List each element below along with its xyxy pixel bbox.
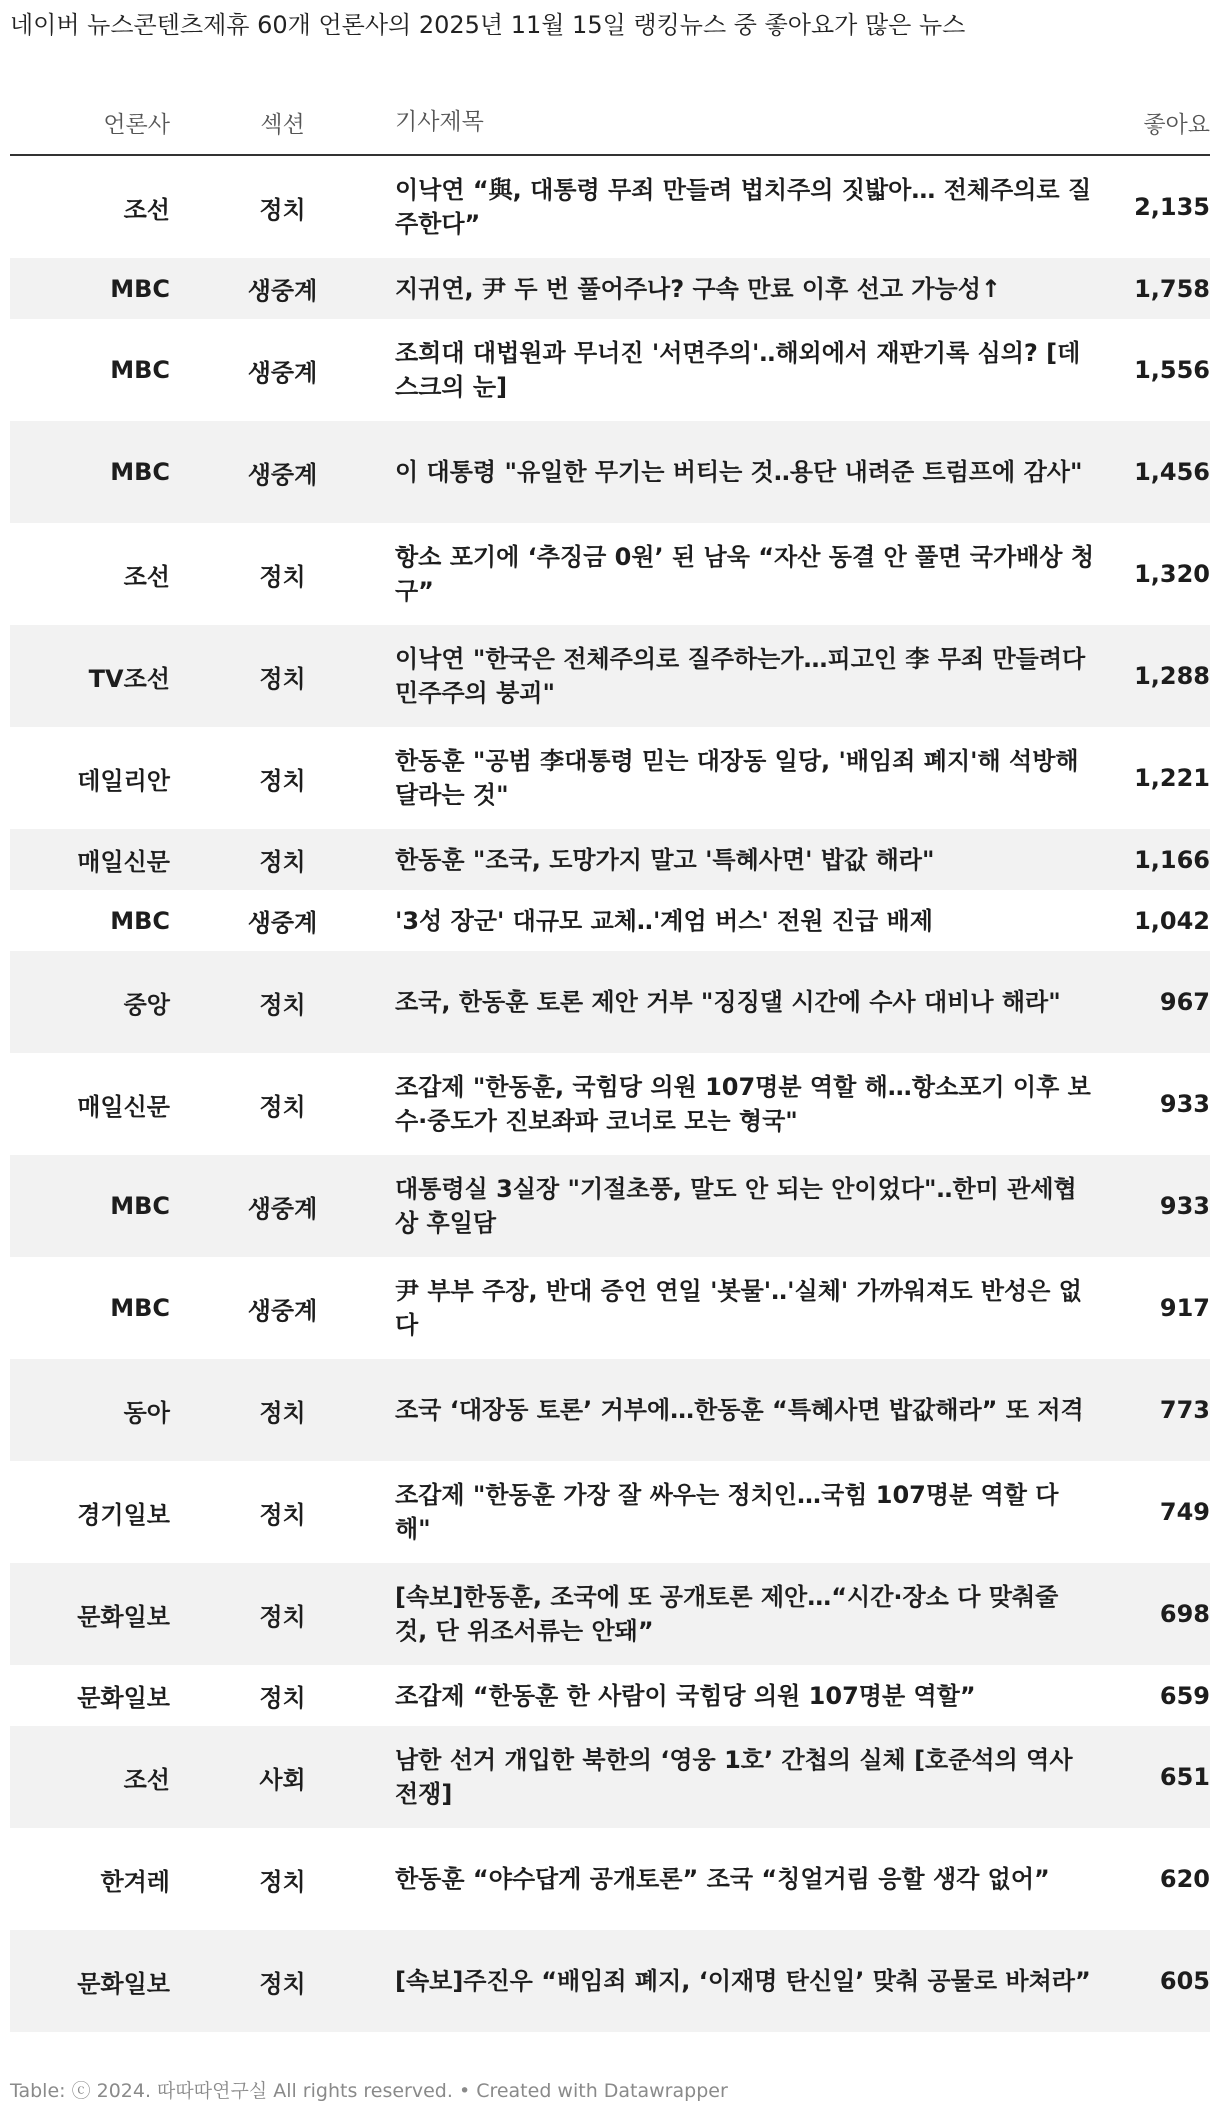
table-row xyxy=(10,1257,1210,1359)
headline-cell: 항소 포기에 ‘추징금 0원’ 된 남욱 “자산 동결 안 풀면 국가배상 청구” xyxy=(395,543,1095,605)
publisher-cell: 조선 xyxy=(10,1726,170,1828)
likes-cell: 1,166 xyxy=(1095,829,1210,890)
likes-cell: 933 xyxy=(1095,1155,1210,1257)
table-row xyxy=(10,625,1210,727)
likes-cell: 620 xyxy=(1159,1865,1210,1893)
section-cell: 정치 xyxy=(170,1930,395,2032)
table-row xyxy=(10,155,1210,258)
headline-cell: [속보]주진우 “배임죄 폐지, ‘이재명 탄신일’ 맞춰 공물로 바쳐라” xyxy=(395,1930,1095,2032)
publisher-cell: 중앙 xyxy=(10,951,170,1053)
publisher-cell: MBC xyxy=(10,1155,170,1257)
headline-cell: 한동훈 “야수답게 공개토론” 조국 “칭얼거림 응할 생각 없어” xyxy=(395,1865,1050,1893)
news-ranking-table xyxy=(10,90,1210,2032)
likes-cell: 749 xyxy=(1159,1498,1210,1526)
section-cell: 정치 xyxy=(259,1867,306,1896)
likes-cell: 605 xyxy=(1095,1930,1210,2032)
likes-cell: 651 xyxy=(1095,1726,1210,1828)
section-cell: 사회 xyxy=(170,1726,395,1828)
likes-cell: 1,042 xyxy=(1134,906,1210,935)
publisher-cell: 매일신문 xyxy=(10,829,170,890)
publisher-cell: MBC xyxy=(110,1294,170,1322)
table-body xyxy=(10,155,1210,2032)
headline-cell: 지귀연, 尹 두 번 풀어주나? 구속 만료 이후 선고 가능성↑ xyxy=(395,258,1095,319)
table-row xyxy=(10,1828,1210,1930)
column-header-likes[interactable]: 좋아요 xyxy=(1095,90,1210,155)
table-row xyxy=(10,1726,1210,1828)
section-cell: 생중계 xyxy=(170,1155,395,1257)
table-row xyxy=(10,1155,1210,1257)
likes-cell: 1,221 xyxy=(1134,764,1210,792)
section-cell: 정치 xyxy=(259,766,306,795)
section-cell: 정치 xyxy=(259,1092,306,1121)
section-cell: 생중계 xyxy=(247,358,318,387)
headline-cell: [속보]한동훈, 조국에 또 공개토론 제안…“시간·장소 다 맞춰줄 것, 단 위조서류는 안돼” xyxy=(395,1563,1095,1665)
publisher-cell: MBC xyxy=(110,906,170,935)
publisher-cell: MBC xyxy=(10,258,170,319)
headline-cell: 이 대통령 "유일한 무기는 버티는 것‥용단 내려준 트럼프에 감사" xyxy=(395,421,1095,523)
table-row xyxy=(10,1359,1210,1461)
table-footer-credit: Table: ⓒ 2024. 따따따연구실 All rights reserved. • Created with Datawrapper xyxy=(10,2080,728,2102)
section-cell: 생중계 xyxy=(247,909,318,937)
publisher-cell: 조선 xyxy=(123,195,170,224)
publisher-cell: MBC xyxy=(110,356,170,384)
likes-cell: 967 xyxy=(1095,951,1210,1053)
publisher-cell: 조선 xyxy=(123,562,170,591)
headline-cell: 조갑제 "한동훈, 국힘당 의원 107명분 역할 해…항소포기 이후 보수·중도가 진보좌파 코너로 모는 형국" xyxy=(395,1073,1091,1135)
headline-cell: 조희대 대법원과 무너진 '서면주의'‥해외에서 재판기록 심의? [데스크의 눈] xyxy=(395,339,1081,401)
headline-cell: 한동훈 "조국, 도망가지 말고 '특혜사면' 밥값 해라" xyxy=(395,829,1095,890)
headline-cell: 남한 선거 개입한 북한의 ‘영웅 1호’ 간첩의 실체 [호준석의 역사전쟁] xyxy=(395,1726,1095,1828)
table-row xyxy=(10,890,1210,951)
section-cell: 정치 xyxy=(170,625,395,727)
table-row xyxy=(10,258,1210,319)
table-row xyxy=(10,1665,1210,1726)
section-cell: 정치 xyxy=(170,829,395,890)
publisher-cell: 문화일보 xyxy=(10,1930,170,2032)
section-cell: 정치 xyxy=(259,1500,306,1529)
likes-cell: 1,758 xyxy=(1095,258,1210,319)
section-cell: 정치 xyxy=(170,951,395,1053)
column-header-publisher[interactable]: 언론사 xyxy=(10,90,170,155)
publisher-cell: TV조선 xyxy=(10,625,170,727)
table-row xyxy=(10,421,1210,523)
likes-cell: 917 xyxy=(1159,1294,1210,1322)
table-row xyxy=(10,829,1210,890)
table-row xyxy=(10,951,1210,1053)
headline-cell: 한동훈 "공범 李대통령 믿는 대장동 일당, '배임죄 폐지'해 석방해 달라는 것" xyxy=(395,747,1079,809)
headline-cell: 이낙연 “與, 대통령 무죄 만들려 법치주의 짓밟아… 전체주의로 질주한다” xyxy=(395,176,1092,238)
likes-cell: 1,288 xyxy=(1095,625,1210,727)
headline-cell: 이낙연 "한국은 전체주의로 질주하는가…피고인 李 무죄 만들려다 민주주의 붕괴" xyxy=(395,625,1095,727)
table-row xyxy=(10,1461,1210,1563)
publisher-cell: 동아 xyxy=(10,1359,170,1461)
table-row xyxy=(10,1930,1210,2032)
table-row xyxy=(10,1053,1210,1155)
likes-cell: 1,456 xyxy=(1095,421,1210,523)
likes-cell: 1,556 xyxy=(1134,356,1210,384)
likes-cell: 659 xyxy=(1159,1681,1210,1710)
headline-cell: '3성 장군' 대규모 교체‥'계엄 버스' 전원 진급 배제 xyxy=(395,906,933,935)
table-header-row xyxy=(10,90,1210,155)
table-row xyxy=(10,319,1210,421)
publisher-cell: 문화일보 xyxy=(10,1563,170,1665)
section-cell: 정치 xyxy=(170,1563,395,1665)
publisher-cell: MBC xyxy=(10,421,170,523)
headline-cell: 조국 ‘대장동 토론’ 거부에…한동훈 “특혜사면 밥값해라” 또 저격 xyxy=(395,1359,1095,1461)
section-cell: 정치 xyxy=(259,195,306,224)
publisher-cell: 데일리안 xyxy=(77,766,170,795)
headline-cell: 尹 부부 주장, 반대 증언 연일 '봇물'‥'실체' 가까워져도 반성은 없다 xyxy=(395,1277,1082,1339)
column-header-headline[interactable]: 기사제목 xyxy=(395,90,1095,155)
section-cell: 정치 xyxy=(259,1684,306,1712)
column-header-section[interactable]: 섹션 xyxy=(170,90,395,155)
headline-cell: 조갑제 "한동훈 가장 잘 싸우는 정치인…국힘 107명분 역할 다 해" xyxy=(395,1481,1059,1543)
likes-cell: 1,320 xyxy=(1134,560,1210,588)
publisher-cell: 한겨레 xyxy=(100,1867,170,1896)
likes-cell: 933 xyxy=(1159,1090,1210,1118)
table-row xyxy=(10,727,1210,829)
publisher-cell: 경기일보 xyxy=(77,1500,170,1529)
likes-cell: 773 xyxy=(1095,1359,1210,1461)
headline-cell: 조국, 한동훈 토론 제안 거부 "징징댈 시간에 수사 대비나 해라" xyxy=(395,951,1095,1053)
section-cell: 생중계 xyxy=(170,421,395,523)
section-cell: 생중계 xyxy=(170,258,395,319)
publisher-cell: 문화일보 xyxy=(77,1684,170,1712)
likes-cell: 698 xyxy=(1095,1563,1210,1665)
publisher-cell: 매일신문 xyxy=(77,1092,170,1121)
headline-cell: 대통령실 3실장 "기절초풍, 말도 안 되는 안이었다"‥한미 관세협상 후일담 xyxy=(395,1155,1095,1257)
table-row xyxy=(10,1563,1210,1665)
section-cell: 생중계 xyxy=(247,1296,318,1325)
section-cell: 정치 xyxy=(259,562,306,591)
table-row xyxy=(10,523,1210,625)
likes-cell: 2,135 xyxy=(1134,193,1210,221)
headline-cell: 조갑제 “한동훈 한 사람이 국힘당 의원 107명분 역할” xyxy=(395,1681,976,1710)
section-cell: 정치 xyxy=(170,1359,395,1461)
page-title: 네이버 뉴스콘텐츠제휴 60개 언론사의 2025년 11월 15일 랭킹뉴스 중 좋아요가 많은 뉴스 xyxy=(10,11,966,39)
